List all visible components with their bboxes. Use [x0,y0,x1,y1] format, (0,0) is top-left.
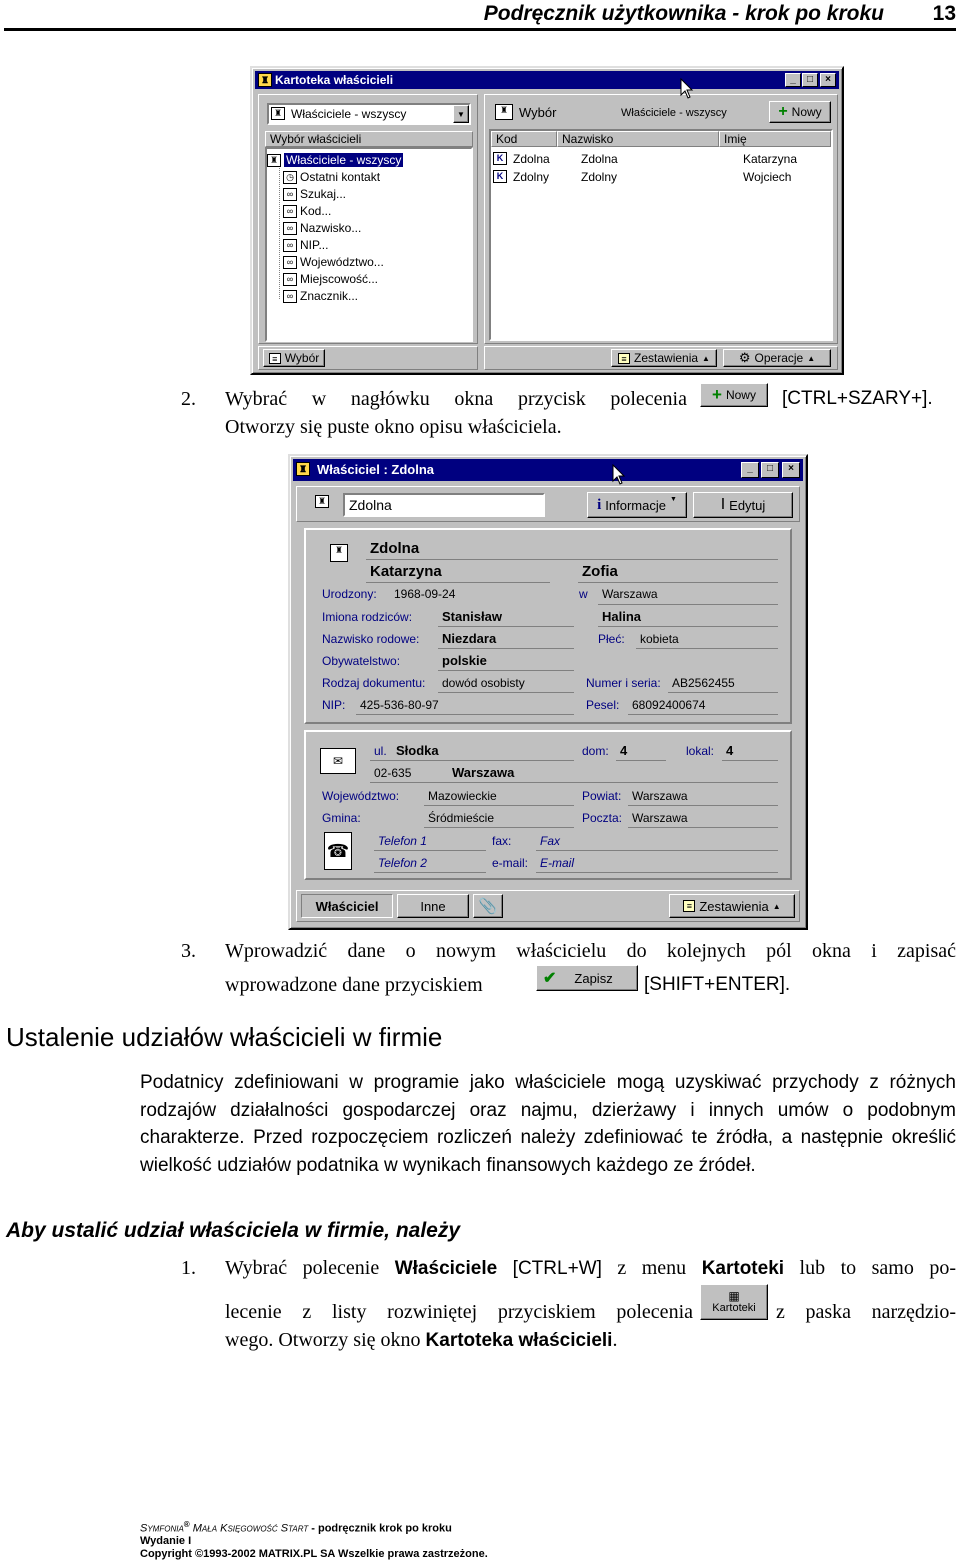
field-underline [438,670,574,671]
edit-button-label: Edytuj [729,497,766,513]
sex-label: Płeć: [598,632,625,646]
tree-item-label: Nazwisko... [300,221,362,235]
wybor-tab-label: Wybór [284,351,320,365]
chevron-up-icon: ▲ [772,901,781,911]
father-value: Stanisław [442,609,502,624]
paperclip-icon: 📎 [478,898,498,915]
step-1-line1 [225,1251,956,1286]
field-underline [628,827,778,828]
tree-item[interactable] [283,170,380,186]
field-underline [616,760,666,761]
field-underline [598,626,778,627]
tree-item-label: Ostatni kontakt [300,170,381,184]
document-type-label: Rodzaj dokumentu: [322,676,426,690]
record-icon: K [493,170,507,183]
binoculars-icon: ∞ [283,188,297,201]
gears-icon: ⚙ [738,350,751,365]
name-field[interactable] [343,493,545,517]
city-value: Warszawa [452,765,515,780]
step-2-text: Wybrać w nagłówku okna przycisk polecenia [225,388,687,410]
menu-command-name: Właściciele [394,1258,498,1279]
field-underline [370,782,778,783]
menu-name: Kartoteki [701,1258,785,1279]
field-underline [536,850,778,851]
owners-table [489,129,833,341]
binoculars-icon: ∞ [283,239,297,252]
step-1-text: z menu [617,1257,687,1279]
house-label: dom: [582,744,609,758]
tree-item[interactable] [283,187,346,203]
footer-product [140,1520,452,1535]
born-value: 1968-09-24 [394,587,456,601]
binoculars-icon: ∞ [283,256,297,269]
zestawienia-button[interactable] [669,894,795,918]
field-underline [628,805,778,806]
pesel-value: 68092400674 [632,698,706,712]
maiden-name-label: Nazwisko rodowe: [322,632,420,646]
tree-item-label: Miejscowość... [300,272,379,286]
column-header[interactable]: Imię [719,131,831,147]
close-button[interactable]: × [820,73,836,87]
attachment-button[interactable] [473,894,503,918]
tree-item[interactable] [283,238,328,254]
chevron-up-icon: ▲ [702,353,710,363]
step-3-line1: Wprowadzić dane o nowym właścicielu do kolejnych pól okna i zapisać [225,940,956,962]
tree-header: Wybór właścicieli [265,131,473,147]
field-underline [366,559,778,560]
step-1-text: wego. Otworzy się okno [225,1329,421,1351]
field-underline [424,827,574,828]
zestawienia-label: Zestawienia [699,898,769,914]
inline-kartoteki-label: Kartoteki [712,1302,756,1314]
owner-icon: ♜ [495,104,513,120]
operacje-button[interactable] [723,349,831,367]
window-name: Kartoteka właścicieli [425,1330,613,1351]
field-underline [636,648,778,649]
footer-product-rest: - podręcznik krok po kroku [308,1522,452,1535]
maximize-button[interactable]: □ [761,462,779,478]
plus-icon: + [712,385,722,404]
cell-imie: Wojciech [743,170,792,184]
step-1-line2-start: lecenie z listy rozwiniętej przyciskiem polecenia [225,1301,693,1323]
phone-1-value: Telefon 1 [378,834,427,848]
tree-item-label: Znacznik... [300,289,359,303]
maximize-button[interactable]: □ [802,73,818,87]
zestawienia-button[interactable] [611,349,717,367]
tree-item-label: Właściciele - wszyscy [286,153,402,167]
pesel-label: Pesel: [586,698,620,712]
filter-combobox[interactable] [267,103,471,125]
binoculars-icon: ∞ [283,273,297,286]
flat-value: 4 [726,743,734,758]
field-underline [374,872,486,873]
tab-inne[interactable] [397,894,469,918]
owner-icon: ♜ [271,107,285,120]
report-icon: ≡ [618,353,630,364]
step-1-line3 [225,1323,617,1358]
operacje-label: Operacje [754,351,804,365]
running-header-title: Podręcznik użytkownika - krok po kroku [483,2,884,25]
window-title: Właściciel : Zdolna [317,462,435,477]
tree-item[interactable] [283,221,361,237]
step-2-shortcut: [CTRL+SZARY+]. [782,388,933,409]
fax-value: Fax [540,834,561,848]
field-underline [366,582,550,583]
tab-inne-label: Inne [420,898,446,914]
field-underline [668,692,778,693]
field-underline [438,626,574,627]
tree-item-label: Kod... [300,204,332,218]
binoculars-icon: ∞ [283,205,297,218]
house-value: 4 [620,743,628,758]
step-2-number: 2. [181,388,196,410]
report-icon: ≡ [683,900,695,912]
chevron-down-icon: ▼ [669,496,677,503]
email-label: e-mail: [492,856,529,870]
field-underline [722,760,778,761]
cards-icon: ▦ [728,1289,740,1303]
procedure-subheading: Aby ustalić udział właściciela w firmie, należy [6,1219,461,1242]
born-in-label: w [579,587,588,601]
page-number: 13 [932,2,956,25]
owner-window [288,454,808,930]
window-title: Kartoteka właścicieli [275,73,394,87]
footer-copyright: Copyright ©1993-2002 MATRIX.PL SA Wszelkie prawa zastrzeżone. [140,1548,488,1560]
section-paragraph: Podatnicy zdefiniowani w programie jako właściciele mogą uzyskiwać przychody z różnych rodzajów działalności gospodarczej oraz najmu, dzierżawy i innych umów o podobnym charakterze. Przed rozpoczęciem rozliczeń należy zdefiniować te źródła, a następnie określić wielkość udziałów podatnika w wynikach finansowych każdego ze źródeł. [140,1072,956,1176]
step-2-line2: Otworzy się puste okno opisu właściciela. [225,416,562,438]
binoculars-icon: ∞ [283,222,297,235]
chevron-down-icon[interactable]: ▼ [453,105,469,123]
born-label: Urodzony: [322,587,377,601]
document-number-value: AB2562455 [672,676,735,690]
footer-product-edition: Mała Księgowość Start [192,1522,309,1535]
post-office-value: Warszawa [632,811,688,825]
step-1-text: Wybrać polecenie [225,1257,380,1279]
name-field-value: Zdolna [349,497,392,513]
column-header[interactable]: Nazwisko [557,131,719,147]
maiden-name-value: Niezdara [442,631,497,646]
field-underline [424,805,574,806]
tree-item[interactable] [283,272,378,288]
step-1-text: . [612,1329,618,1351]
field-underline [628,714,778,715]
plus-icon: + [778,103,788,120]
cell-imie: Katarzyna [743,152,798,166]
tab-wlasciciel[interactable] [301,894,393,918]
tree-item[interactable] [267,153,403,169]
street-label: ul. [374,744,387,758]
text-cursor-icon: I [720,496,726,513]
zestawienia-label: Zestawienia [634,351,699,365]
footer-edition: Wydanie I [140,1535,192,1547]
field-underline [438,692,574,693]
column-header[interactable]: Kod [491,131,557,147]
keyboard-shortcut: [CTRL+W] [512,1258,602,1279]
postcode-value: 02-635 [374,766,412,780]
flat-label: lokal: [686,744,715,758]
owner-icon: ♜ [315,495,329,508]
window-titlebar [255,71,839,89]
email-value: E-mail [540,856,575,870]
address-panel [304,730,792,880]
owner-toolbar [296,486,800,522]
selection-tree [265,147,473,342]
nip-label: NIP: [322,698,346,712]
street-value: Słodka [396,743,439,758]
minimize-button[interactable]: _ [785,73,801,87]
second-name-value: Zofia [582,563,618,580]
binoculars-icon: ∞ [283,290,297,303]
window-titlebar [293,459,803,481]
tree-item[interactable] [283,255,384,271]
document-type-value: dowód osobisty [442,676,525,690]
step-1-text: lub to samo po- [799,1257,957,1279]
cell-kod: Zdolna [513,152,550,166]
right-bottom-bar [484,346,838,370]
post-office-label: Poczta: [582,811,623,825]
field-underline [370,760,574,761]
owners-app-icon: ♜ [258,73,272,87]
kartoteka-window [250,66,844,375]
owner-app-icon: ♜ [296,462,310,476]
list-toolbar-label: Wybór [519,105,557,120]
mouse-cursor-icon [612,464,626,486]
born-in-value: Warszawa [602,587,658,601]
list-toolbar-filter: Właściciele - wszyscy [621,107,727,119]
telephone-icon: ☎ [324,832,352,870]
footer-product-name: Symfonia [140,1522,184,1535]
registered-mark: ® [183,1520,190,1529]
owners-icon: ♜ [267,154,281,167]
owner-icon: ♜ [330,544,348,562]
header-rule [4,28,956,31]
field-underline [536,872,778,873]
nip-value: 425-536-80-97 [360,698,439,712]
mother-value: Halina [602,609,642,624]
mouse-cursor-icon [680,78,694,100]
tree-item-label: Szukaj... [300,187,347,201]
cell-nazwisko: Zdolna [581,152,618,166]
step-1-line2-end: z paska narzędzio- [776,1301,956,1323]
info-icon: i [597,496,602,513]
phone-2-value: Telefon 2 [378,856,427,870]
section-heading: Ustalenie udziałów właścicieli w firmie [6,1022,443,1052]
tab-wlasciciel-label: Właściciel [315,898,379,914]
clock-icon: ◷ [283,171,297,184]
tree-item-label: NIP... [300,238,329,252]
cell-nazwisko: Zdolny [581,170,618,184]
gmina-label: Gmina: [322,811,361,825]
field-underline [578,582,778,583]
info-button[interactable] [587,492,687,518]
citizenship-label: Obywatelstwo: [322,654,401,668]
tree-connector-line [279,163,280,299]
checkmark-icon: ✔ [543,970,557,987]
field-underline [438,648,574,649]
gmina-value: Śródmieście [428,811,495,825]
field-underline [374,850,486,851]
chevron-up-icon: ▲ [807,353,816,363]
sex-value: kobieta [640,632,679,646]
new-button[interactable] [769,101,831,123]
county-value: Warszawa [632,789,688,803]
field-underline [598,604,778,605]
field-underline [356,714,574,715]
new-button-label: Nowy [791,105,822,119]
step-3-number: 3. [181,940,196,962]
voivodeship-value: Mazowieckie [428,789,497,803]
table-row[interactable] [491,151,831,169]
tree-item-label: Województwo... [300,255,384,269]
tree-item[interactable] [283,289,358,305]
fax-label: fax: [492,834,512,848]
parents-label: Imiona rodziców: [322,610,413,624]
inline-new-button [700,383,768,407]
first-name-value: Katarzyna [370,563,442,580]
info-button-label: Informacje [605,497,666,513]
list-icon: ≡ [269,353,281,364]
step-3-line2: wprowadzone dane przyciskiem [225,974,483,996]
personal-data-panel [304,528,792,724]
document-number-label: Numer i seria: [586,676,661,690]
envelope-icon: ✉ [320,748,356,774]
left-bottom-bar [258,346,478,370]
inline-save-button [536,965,638,991]
wybor-tab-button[interactable] [263,349,325,367]
minimize-button[interactable]: _ [741,462,759,478]
surname-value: Zdolna [370,540,420,557]
close-button[interactable]: × [782,462,800,478]
selection-pane [258,94,478,344]
county-label: Powiat: [582,789,622,803]
filter-combobox-value: Właściciele - wszyscy [291,107,407,121]
step-1-number: 1. [181,1257,196,1279]
tree-item[interactable] [283,204,331,220]
owner-bottom-bar [296,890,800,922]
voivodeship-label: Województwo: [322,789,400,803]
cell-kod: Zdolny [513,170,550,184]
list-pane [484,94,838,344]
inline-save-label: Zapisz [574,970,613,986]
inline-new-label: Nowy [725,388,756,402]
edit-button[interactable] [693,492,793,518]
step-3-shortcut: [SHIFT+ENTER]. [644,974,791,995]
record-icon: K [493,152,507,165]
table-row[interactable] [491,169,831,187]
inline-kartoteki-button [700,1284,768,1320]
citizenship-value: polskie [442,653,487,668]
